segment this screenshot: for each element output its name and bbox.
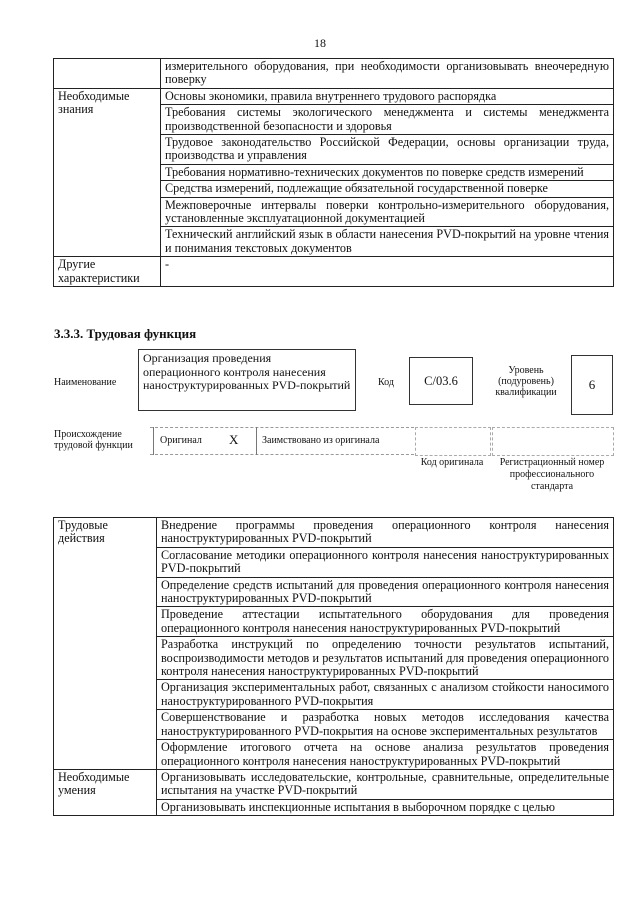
section-heading: 3.3.3. Трудовая функция bbox=[54, 326, 197, 341]
actions-label: Трудовые действия bbox=[54, 518, 157, 770]
action-item: Согласование методики операционного контроля нанесения наноструктурированных PVD-покрытий bbox=[157, 547, 614, 577]
name-value: Организация проведения операционного контроля нанесения наноструктурированных PVD-покрытий bbox=[138, 349, 356, 411]
action-item: Оформление итогового отчета на основе анализа результатов проведения операционного контроля нанесения наноструктурированных PVD-покрытий bbox=[157, 740, 614, 770]
action-item: Определение средств испытаний для проведения операционного контроля нанесения наноструктурированных PVD-покрытий bbox=[157, 577, 614, 607]
table-row bbox=[54, 59, 614, 89]
origin-divider bbox=[256, 427, 257, 455]
code-original-box bbox=[415, 427, 491, 456]
actions-table bbox=[53, 517, 614, 816]
reg-number-box bbox=[492, 427, 614, 456]
skill-item: Организовывать инспекционные испытания в выборочном порядке с целью bbox=[157, 799, 614, 815]
name-label: Наименование bbox=[54, 377, 117, 388]
continuation-text: измерительного оборудования, при необходимости организовывать внеочередную поверку bbox=[161, 59, 614, 89]
skills-label: Необходимые умения bbox=[54, 769, 157, 815]
knowledge-item: Требования системы экологического менеджмента и системы менеджмента производственной безопасности и здоровья bbox=[161, 105, 614, 135]
knowledge-item: Технический английский язык в области нанесения PVD-покрытий на уровне чтения и понимания текстовых документов bbox=[161, 227, 614, 257]
knowledge-item: Межповерочные интервалы поверки контрольно-измерительного оборудования, установленные эксплуатационной документацией bbox=[161, 197, 614, 227]
level-value: 6 bbox=[571, 355, 613, 415]
code-label: Код bbox=[378, 377, 394, 388]
level-label: Уровень (подуровень) квалификации bbox=[495, 365, 557, 398]
original-mark: X bbox=[229, 432, 239, 447]
knowledge-item: Трудовое законодательство Российской Федерации, основы организации труда, производства и управления bbox=[161, 135, 614, 165]
action-item: Внедрение программы проведения операционного контроля нанесения наноструктурированных PVD-покрытий bbox=[157, 518, 614, 548]
reg-number-caption: Регистрационный номер профессионального стандарта bbox=[499, 457, 605, 492]
original-label: Оригинал bbox=[160, 435, 202, 446]
table-row bbox=[54, 257, 614, 287]
other-value: - bbox=[161, 257, 614, 287]
origin-divider bbox=[153, 427, 154, 455]
borrowed-label: Заимствовано из оригинала bbox=[262, 435, 380, 446]
empty-label-cell bbox=[54, 59, 161, 89]
action-item: Разработка инструкций по определению точности результатов испытаний, воспроизводимости методов и результатов испытаний для проведения операционного контроля нанесения наноструктурированных PVD-покрытий bbox=[157, 637, 614, 680]
table-row bbox=[54, 518, 614, 548]
code-value: C/03.6 bbox=[409, 357, 473, 405]
knowledge-item: Средства измерений, подлежащие обязательной государственной поверке bbox=[161, 181, 614, 197]
origin-bottom-border bbox=[150, 454, 414, 455]
other-label: Другие характеристики bbox=[54, 257, 161, 287]
action-item: Проведение аттестации испытательного оборудования для проведения операционного контроля нанесения наноструктурированных PVD-покрытий bbox=[157, 607, 614, 637]
origin-label: Происхождение трудовой функции bbox=[54, 429, 133, 451]
skill-item: Организовывать исследовательские, контрольные, сравнительные, определительные испытания на участке PVD-покрытий bbox=[157, 769, 614, 799]
page-number: 18 bbox=[314, 36, 326, 50]
action-item: Совершенствование и разработка новых методов исследования качества наноструктурированного PVD-покрытия на основе экспериментальных результатов bbox=[157, 710, 614, 740]
table-row bbox=[54, 769, 614, 799]
knowledge-table bbox=[53, 58, 614, 287]
table-row bbox=[54, 88, 614, 104]
knowledge-item: Требования нормативно-технических документов по поверке средств измерений bbox=[161, 164, 614, 180]
code-original-caption: Код оригинала bbox=[420, 457, 484, 468]
action-item: Организация экспериментальных работ, связанных с анализом стойкости наносимого наноструктурированного PVD-покрытия bbox=[157, 680, 614, 710]
origin-top-border bbox=[150, 427, 414, 428]
knowledge-item: Основы экономики, правила внутреннего трудового распорядка bbox=[161, 88, 614, 104]
knowledge-label: Необходимые знания bbox=[54, 88, 161, 256]
